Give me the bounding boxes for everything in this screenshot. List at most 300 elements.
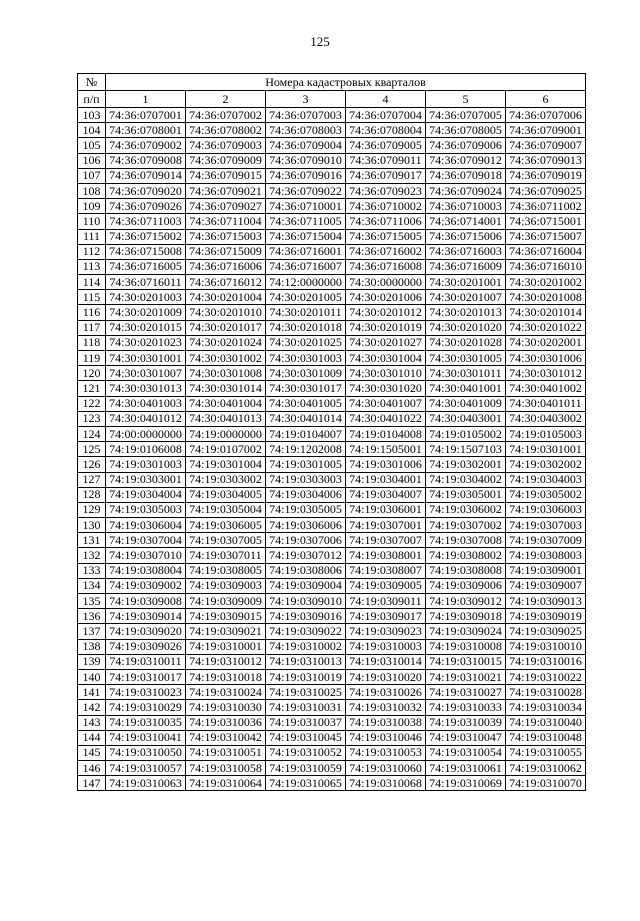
cadastral-number-cell: 74:36:0708005 bbox=[426, 123, 506, 138]
cadastral-number-cell: 74:12:0000000 bbox=[266, 275, 346, 290]
cadastral-number-cell: 74:30:0301009 bbox=[266, 366, 346, 381]
cadastral-number-cell: 74:36:0711003 bbox=[106, 214, 186, 229]
row-number: 120 bbox=[78, 366, 106, 381]
row-number: 137 bbox=[78, 624, 106, 639]
row-number: 130 bbox=[78, 518, 106, 533]
cadastral-number-cell: 74:36:0709003 bbox=[186, 138, 266, 153]
cadastral-number-cell: 74:30:0201023 bbox=[106, 335, 186, 350]
cadastral-number-cell: 74:19:0305001 bbox=[426, 487, 506, 502]
cadastral-number-cell: 74:19:0310003 bbox=[346, 639, 426, 654]
cadastral-number-cell: 74:30:0201008 bbox=[506, 290, 586, 305]
cadastral-number-cell: 74:19:0309011 bbox=[346, 594, 426, 609]
cadastral-number-cell: 74:36:0709026 bbox=[106, 199, 186, 214]
cadastral-number-cell: 74:36:0716007 bbox=[266, 259, 346, 274]
row-number: 113 bbox=[78, 259, 106, 274]
cadastral-number-cell: 74:30:0301007 bbox=[106, 366, 186, 381]
table-row bbox=[78, 457, 586, 472]
table-row bbox=[78, 761, 586, 776]
cadastral-number-cell: 74:19:0310057 bbox=[106, 761, 186, 776]
row-number: 109 bbox=[78, 199, 106, 214]
cadastral-number-cell: 74:30:0201015 bbox=[106, 320, 186, 335]
row-number: 107 bbox=[78, 168, 106, 183]
row-number: 118 bbox=[78, 335, 106, 350]
cadastral-number-cell: 74:19:0307007 bbox=[346, 533, 426, 548]
cadastral-number-cell: 74:19:0304004 bbox=[106, 487, 186, 502]
table-row bbox=[78, 487, 586, 502]
cadastral-number-cell: 74:36:0709018 bbox=[426, 168, 506, 183]
cadastral-number-cell: 74:19:0310048 bbox=[506, 730, 586, 745]
cadastral-number-cell: 74:30:0201019 bbox=[346, 320, 426, 335]
cadastral-number-cell: 74:36:0709004 bbox=[266, 138, 346, 153]
cadastral-number-cell: 74:19:0310013 bbox=[266, 654, 346, 669]
table-row bbox=[78, 183, 586, 198]
cadastral-number-cell: 74:19:0309022 bbox=[266, 624, 346, 639]
table-row bbox=[78, 594, 586, 609]
cadastral-number-cell: 74:30:0301014 bbox=[186, 381, 266, 396]
cadastral-number-cell: 74:30:0201028 bbox=[426, 335, 506, 350]
row-number: 138 bbox=[78, 639, 106, 654]
cadastral-number-cell: 74:36:0711004 bbox=[186, 214, 266, 229]
cadastral-number-cell: 74:36:0709005 bbox=[346, 138, 426, 153]
cadastral-number-cell: 74:30:0201017 bbox=[186, 320, 266, 335]
cadastral-number-cell: 74:30:0201003 bbox=[106, 290, 186, 305]
cadastral-number-cell: 74:19:0301006 bbox=[346, 457, 426, 472]
table-row bbox=[78, 396, 586, 411]
cadastral-number-cell: 74:30:0401009 bbox=[426, 396, 506, 411]
cadastral-number-cell: 74:36:0709014 bbox=[106, 168, 186, 183]
cadastral-number-cell: 74:36:0709024 bbox=[426, 183, 506, 198]
cadastral-number-cell: 74:19:0305002 bbox=[506, 487, 586, 502]
table-row bbox=[78, 168, 586, 183]
cadastral-number-cell: 74:19:0302002 bbox=[506, 457, 586, 472]
cadastral-number-cell: 74:36:0709015 bbox=[186, 168, 266, 183]
row-number: 104 bbox=[78, 123, 106, 138]
table-row bbox=[78, 426, 586, 441]
cadastral-number-cell: 74:19:0310068 bbox=[346, 776, 426, 791]
cadastral-number-cell: 74:19:0309020 bbox=[106, 624, 186, 639]
column-header: 1 bbox=[106, 91, 186, 108]
cadastral-number-cell: 74:19:0310021 bbox=[426, 669, 506, 684]
cadastral-number-cell: 74:30:0201007 bbox=[426, 290, 506, 305]
cadastral-number-cell: 74:19:0310033 bbox=[426, 700, 506, 715]
cadastral-number-cell: 74:19:0310030 bbox=[186, 700, 266, 715]
cadastral-number-cell: 74:36:0711006 bbox=[346, 214, 426, 229]
cadastral-number-cell: 74:36:0716009 bbox=[426, 259, 506, 274]
cadastral-number-cell: 74:19:0310064 bbox=[186, 776, 266, 791]
cadastral-number-cell: 74:19:0308006 bbox=[266, 563, 346, 578]
cadastral-number-cell: 74:19:0310029 bbox=[106, 700, 186, 715]
cadastral-number-cell: 74:36:0711002 bbox=[506, 199, 586, 214]
cadastral-number-cell: 74:19:0310017 bbox=[106, 669, 186, 684]
cadastral-number-cell: 74:30:0403001 bbox=[426, 411, 506, 426]
cadastral-number-cell: 74:36:0707004 bbox=[346, 108, 426, 123]
cadastral-number-cell: 74:19:0308004 bbox=[106, 563, 186, 578]
row-number: 106 bbox=[78, 153, 106, 168]
cadastral-number-cell: 74:36:0709002 bbox=[106, 138, 186, 153]
cadastral-number-cell: 74:30:0301012 bbox=[506, 366, 586, 381]
cadastral-number-cell: 74:19:0307004 bbox=[106, 533, 186, 548]
cadastral-number-cell: 74:36:0715001 bbox=[506, 214, 586, 229]
table-row bbox=[78, 381, 586, 396]
cadastral-number-cell: 74:19:0309015 bbox=[186, 609, 266, 624]
cadastral-number-cell: 74:19:0309012 bbox=[426, 594, 506, 609]
cadastral-number-cell: 74:36:0707002 bbox=[186, 108, 266, 123]
cadastral-number-cell: 74:19:0305003 bbox=[106, 502, 186, 517]
cadastral-number-cell: 74:19:0307011 bbox=[186, 548, 266, 563]
cadastral-number-cell: 74:30:0401007 bbox=[346, 396, 426, 411]
cadastral-number-cell: 74:36:0707005 bbox=[426, 108, 506, 123]
cadastral-number-cell: 74:19:0309023 bbox=[346, 624, 426, 639]
cadastral-number-cell: 74:30:0202001 bbox=[506, 335, 586, 350]
cadastral-number-cell: 74:19:0304005 bbox=[186, 487, 266, 502]
cadastral-number-cell: 74:30:0401011 bbox=[506, 396, 586, 411]
cadastral-number-cell: 74:19:0306006 bbox=[266, 518, 346, 533]
cadastral-number-cell: 74:19:0307009 bbox=[506, 533, 586, 548]
cadastral-number-cell: 74:36:0715005 bbox=[346, 229, 426, 244]
page-number: 125 bbox=[310, 34, 330, 49]
cadastral-number-cell: 74:19:0310018 bbox=[186, 669, 266, 684]
cadastral-number-cell: 74:36:0707001 bbox=[106, 108, 186, 123]
cadastral-number-cell: 74:30:0301006 bbox=[506, 351, 586, 366]
table-row bbox=[78, 776, 586, 791]
row-number: 134 bbox=[78, 578, 106, 593]
cadastral-number-cell: 74:19:0107002 bbox=[186, 442, 266, 457]
cadastral-number-cell: 74:19:0308005 bbox=[186, 563, 266, 578]
cadastral-number-cell: 74:19:0309009 bbox=[186, 594, 266, 609]
cadastral-number-cell: 74:36:0716008 bbox=[346, 259, 426, 274]
table-row bbox=[78, 502, 586, 517]
cadastral-number-cell: 74:36:0716012 bbox=[186, 275, 266, 290]
cadastral-number-cell: 74:19:0310011 bbox=[106, 654, 186, 669]
cadastral-number-cell: 74:19:0309003 bbox=[186, 578, 266, 593]
table-row bbox=[78, 214, 586, 229]
table-row bbox=[78, 472, 586, 487]
table-row bbox=[78, 563, 586, 578]
table-row bbox=[78, 730, 586, 745]
row-number: 144 bbox=[78, 730, 106, 745]
cadastral-number-cell: 74:19:0310052 bbox=[266, 745, 346, 760]
row-number: 146 bbox=[78, 761, 106, 776]
row-number: 124 bbox=[78, 426, 106, 441]
cadastral-number-cell: 74:19:0310024 bbox=[186, 685, 266, 700]
cadastral-number-cell: 74:36:0715009 bbox=[186, 244, 266, 259]
cadastral-number-cell: 74:30:0301003 bbox=[266, 351, 346, 366]
cadastral-number-cell: 74:19:0105002 bbox=[426, 426, 506, 441]
cadastral-number-cell: 74:36:0715002 bbox=[106, 229, 186, 244]
cadastral-number-cell: 74:19:0310059 bbox=[266, 761, 346, 776]
cadastral-number-cell: 74:19:0306001 bbox=[346, 502, 426, 517]
cadastral-number-cell: 74:30:0401003 bbox=[106, 396, 186, 411]
row-number: 136 bbox=[78, 609, 106, 624]
cadastral-number-cell: 74:19:1202008 bbox=[266, 442, 346, 457]
cadastral-number-cell: 74:36:0708004 bbox=[346, 123, 426, 138]
table-row bbox=[78, 518, 586, 533]
cadastral-number-cell: 74:19:0309002 bbox=[106, 578, 186, 593]
cadastral-number-cell: 74:19:0310055 bbox=[506, 745, 586, 760]
cadastral-number-cell: 74:19:0310053 bbox=[346, 745, 426, 760]
cadastral-number-cell: 74:36:0709013 bbox=[506, 153, 586, 168]
cadastral-number-cell: 74:36:0709009 bbox=[186, 153, 266, 168]
cadastral-number-cell: 74:19:1507103 bbox=[426, 442, 506, 457]
table-row bbox=[78, 335, 586, 350]
table-row bbox=[78, 442, 586, 457]
cadastral-number-cell: 74:36:0707006 bbox=[506, 108, 586, 123]
cadastral-number-cell: 74:19:0310070 bbox=[506, 776, 586, 791]
column-header: 6 bbox=[506, 91, 586, 108]
cadastral-number-cell: 74:36:0715007 bbox=[506, 229, 586, 244]
row-number: 139 bbox=[78, 654, 106, 669]
cadastral-number-cell: 74:36:0716003 bbox=[426, 244, 506, 259]
cadastral-number-cell: 74:36:0709016 bbox=[266, 168, 346, 183]
table-row bbox=[78, 578, 586, 593]
cadastral-number-cell: 74:30:0301008 bbox=[186, 366, 266, 381]
cadastral-number-cell: 74:19:0301005 bbox=[266, 457, 346, 472]
row-number: 128 bbox=[78, 487, 106, 502]
cadastral-number-cell: 74:19:0306005 bbox=[186, 518, 266, 533]
cadastral-number-cell: 74:30:0301010 bbox=[346, 366, 426, 381]
table-row bbox=[78, 108, 586, 123]
column-header: 5 bbox=[426, 91, 506, 108]
cadastral-number-cell: 74:30:0201010 bbox=[186, 305, 266, 320]
table-row bbox=[78, 259, 586, 274]
cadastral-number-cell: 74:19:0306003 bbox=[506, 502, 586, 517]
cadastral-number-cell: 74:19:0310027 bbox=[426, 685, 506, 700]
row-number: 142 bbox=[78, 700, 106, 715]
cadastral-number-cell: 74:30:0201027 bbox=[346, 335, 426, 350]
cadastral-number-cell: 74:19:0309014 bbox=[106, 609, 186, 624]
cadastral-number-cell: 74:19:0303001 bbox=[106, 472, 186, 487]
row-number: 135 bbox=[78, 594, 106, 609]
cadastral-number-cell: 74:19:0303003 bbox=[266, 472, 346, 487]
row-number: 111 bbox=[78, 229, 106, 244]
row-number: 103 bbox=[78, 108, 106, 123]
header-row-top bbox=[78, 74, 586, 91]
cadastral-number-cell: 74:19:0310026 bbox=[346, 685, 426, 700]
cadastral-number-cell: 74:30:0301004 bbox=[346, 351, 426, 366]
table-row bbox=[78, 639, 586, 654]
cadastral-number-cell: 74:19:0309006 bbox=[426, 578, 506, 593]
cadastral-number-cell: 74:19:0310051 bbox=[186, 745, 266, 760]
cadastral-number-cell: 74:19:0306004 bbox=[106, 518, 186, 533]
cadastral-number-cell: 74:19:0308001 bbox=[346, 548, 426, 563]
table-row bbox=[78, 290, 586, 305]
row-number: 140 bbox=[78, 669, 106, 684]
cadastral-number-cell: 74:19:0309005 bbox=[346, 578, 426, 593]
table-row bbox=[78, 745, 586, 760]
row-number: 116 bbox=[78, 305, 106, 320]
cadastral-number-cell: 74:30:0201014 bbox=[506, 305, 586, 320]
cadastral-number-cell: 74:19:0310054 bbox=[426, 745, 506, 760]
cadastral-number-cell: 74:30:0401022 bbox=[346, 411, 426, 426]
row-number: 110 bbox=[78, 214, 106, 229]
cadastral-number-cell: 74:19:0309010 bbox=[266, 594, 346, 609]
cadastral-number-cell: 74:36:0709021 bbox=[186, 183, 266, 198]
cadastral-number-cell: 74:30:0201024 bbox=[186, 335, 266, 350]
cadastral-number-cell: 74:19:0309001 bbox=[506, 563, 586, 578]
cadastral-number-cell: 74:19:0310038 bbox=[346, 715, 426, 730]
cadastral-number-cell: 74:30:0201001 bbox=[426, 275, 506, 290]
cadastral-number-cell: 74:19:0105003 bbox=[506, 426, 586, 441]
cadastral-number-cell: 74:19:0310031 bbox=[266, 700, 346, 715]
cadastral-number-cell: 74:19:0310015 bbox=[426, 654, 506, 669]
cadastral-number-cell: 74:19:0104008 bbox=[346, 426, 426, 441]
cadastral-number-cell: 74:19:0301001 bbox=[506, 442, 586, 457]
cadastral-number-cell: 74:36:0710002 bbox=[346, 199, 426, 214]
column-header: 4 bbox=[346, 91, 426, 108]
cadastral-number-cell: 74:19:0310037 bbox=[266, 715, 346, 730]
cadastral-number-cell: 74:19:0310023 bbox=[106, 685, 186, 700]
cadastral-number-cell: 74:19:0304003 bbox=[506, 472, 586, 487]
cadastral-number-cell: 74:36:0709025 bbox=[506, 183, 586, 198]
row-number: 112 bbox=[78, 244, 106, 259]
row-number: 145 bbox=[78, 745, 106, 760]
table-row bbox=[78, 153, 586, 168]
cadastral-number-cell: 74:19:0310012 bbox=[186, 654, 266, 669]
cadastral-number-cell: 74:19:0310010 bbox=[506, 639, 586, 654]
cadastral-number-cell: 74:36:0709023 bbox=[346, 183, 426, 198]
cadastral-number-cell: 74:19:0308002 bbox=[426, 548, 506, 563]
cadastral-number-cell: 74:36:0714001 bbox=[426, 214, 506, 229]
row-number: 131 bbox=[78, 533, 106, 548]
cadastral-number-cell: 74:19:0310061 bbox=[426, 761, 506, 776]
table-row bbox=[78, 669, 586, 684]
cadastral-number-cell: 74:19:0304002 bbox=[426, 472, 506, 487]
cadastral-number-cell: 74:30:0201022 bbox=[506, 320, 586, 335]
cadastral-number-cell: 74:19:0301004 bbox=[186, 457, 266, 472]
cadastral-number-cell: 74:19:0309016 bbox=[266, 609, 346, 624]
cadastral-number-cell: 74:36:0709011 bbox=[346, 153, 426, 168]
row-number: 115 bbox=[78, 290, 106, 305]
cadastral-number-cell: 74:36:0715008 bbox=[106, 244, 186, 259]
cadastral-number-cell: 74:19:0310036 bbox=[186, 715, 266, 730]
cadastral-number-cell: 74:30:0301011 bbox=[426, 366, 506, 381]
cadastral-number-cell: 74:36:0708001 bbox=[106, 123, 186, 138]
cadastral-number-cell: 74:36:0716010 bbox=[506, 259, 586, 274]
cadastral-number-cell: 74:30:0201009 bbox=[106, 305, 186, 320]
cadastral-number-cell: 74:36:0709027 bbox=[186, 199, 266, 214]
header-row-columns bbox=[78, 91, 586, 108]
row-number: 127 bbox=[78, 472, 106, 487]
cadastral-number-cell: 74:19:0302001 bbox=[426, 457, 506, 472]
row-number: 133 bbox=[78, 563, 106, 578]
table-row bbox=[78, 351, 586, 366]
cadastral-number-cell: 74:19:0310040 bbox=[506, 715, 586, 730]
cadastral-number-cell: 74:36:0710003 bbox=[426, 199, 506, 214]
cadastral-number-cell: 74:19:0000000 bbox=[186, 426, 266, 441]
cadastral-number-cell: 74:19:0309025 bbox=[506, 624, 586, 639]
cadastral-number-cell: 74:30:0201012 bbox=[346, 305, 426, 320]
cadastral-number-cell: 74:36:0716002 bbox=[346, 244, 426, 259]
cadastral-number-cell: 74:19:0301003 bbox=[106, 457, 186, 472]
cadastral-number-cell: 74:00:0000000 bbox=[106, 426, 186, 441]
cadastral-number-cell: 74:30:0401013 bbox=[186, 411, 266, 426]
cadastral-number-cell: 74:19:0307006 bbox=[266, 533, 346, 548]
cadastral-number-cell: 74:19:0307001 bbox=[346, 518, 426, 533]
cadastral-number-cell: 74:36:0709010 bbox=[266, 153, 346, 168]
cadastral-number-cell: 74:19:0310065 bbox=[266, 776, 346, 791]
cadastral-number-cell: 74:30:0401001 bbox=[426, 381, 506, 396]
cadastral-number-cell: 74:19:0310022 bbox=[506, 669, 586, 684]
row-number: 126 bbox=[78, 457, 106, 472]
cadastral-number-cell: 74:19:0309024 bbox=[426, 624, 506, 639]
cadastral-number-cell: 74:36:0708002 bbox=[186, 123, 266, 138]
cadastral-number-cell: 74:30:0301017 bbox=[266, 381, 346, 396]
cadastral-number-cell: 74:36:0715006 bbox=[426, 229, 506, 244]
cadastral-number-cell: 74:30:0301002 bbox=[186, 351, 266, 366]
cadastral-number-cell: 74:30:0201004 bbox=[186, 290, 266, 305]
row-number: 132 bbox=[78, 548, 106, 563]
cadastral-number-cell: 74:19:0309008 bbox=[106, 594, 186, 609]
cadastral-number-cell: 74:30:0301013 bbox=[106, 381, 186, 396]
cadastral-number-cell: 74:19:0310025 bbox=[266, 685, 346, 700]
row-number: 121 bbox=[78, 381, 106, 396]
table-row bbox=[78, 199, 586, 214]
cadastral-number-cell: 74:19:0310050 bbox=[106, 745, 186, 760]
cadastral-number-cell: 74:19:0304001 bbox=[346, 472, 426, 487]
cadastral-number-cell: 74:19:0310047 bbox=[426, 730, 506, 745]
cadastral-number-cell: 74:36:0715003 bbox=[186, 229, 266, 244]
cadastral-number-cell: 74:19:0308007 bbox=[346, 563, 426, 578]
row-number: 129 bbox=[78, 502, 106, 517]
column-header: 2 bbox=[186, 91, 266, 108]
row-number: 125 bbox=[78, 442, 106, 457]
cadastral-number-cell: 74:19:0309018 bbox=[426, 609, 506, 624]
cadastral-number-cell: 74:19:0307002 bbox=[426, 518, 506, 533]
cadastral-number-cell: 74:19:0310032 bbox=[346, 700, 426, 715]
num-header: № bbox=[78, 74, 106, 91]
cadastral-number-cell: 74:19:0303002 bbox=[186, 472, 266, 487]
table-body bbox=[78, 108, 586, 791]
cadastral-number-cell: 74:19:0309021 bbox=[186, 624, 266, 639]
cadastral-number-cell: 74:19:0310063 bbox=[106, 776, 186, 791]
cadastral-number-cell: 74:19:0309017 bbox=[346, 609, 426, 624]
cadastral-number-cell: 74:19:0310001 bbox=[186, 639, 266, 654]
cadastral-table bbox=[77, 73, 586, 791]
cadastral-number-cell: 74:19:0309007 bbox=[506, 578, 586, 593]
cadastral-number-cell: 74:36:0716005 bbox=[106, 259, 186, 274]
row-number: 122 bbox=[78, 396, 106, 411]
cadastral-number-cell: 74:36:0709012 bbox=[426, 153, 506, 168]
cadastral-number-cell: 74:36:0708003 bbox=[266, 123, 346, 138]
cadastral-number-cell: 74:19:0309013 bbox=[506, 594, 586, 609]
cadastral-number-cell: 74:19:0310039 bbox=[426, 715, 506, 730]
cadastral-number-cell: 74:19:0304006 bbox=[266, 487, 346, 502]
cadastral-number-cell: 74:30:0401005 bbox=[266, 396, 346, 411]
cadastral-number-cell: 74:19:0307005 bbox=[186, 533, 266, 548]
cadastral-number-cell: 74:19:0310046 bbox=[346, 730, 426, 745]
cadastral-number-cell: 74:19:0305005 bbox=[266, 502, 346, 517]
cadastral-number-cell: 74:30:0301001 bbox=[106, 351, 186, 366]
cadastral-number-cell: 74:19:0310028 bbox=[506, 685, 586, 700]
table-row bbox=[78, 685, 586, 700]
cadastral-number-cell: 74:36:0709019 bbox=[506, 168, 586, 183]
row-number: 141 bbox=[78, 685, 106, 700]
cadastral-number-cell: 74:36:0716001 bbox=[266, 244, 346, 259]
row-number: 119 bbox=[78, 351, 106, 366]
cadastral-number-cell: 74:30:0403002 bbox=[506, 411, 586, 426]
cadastral-number-cell: 74:19:0307010 bbox=[106, 548, 186, 563]
column-header: 3 bbox=[266, 91, 346, 108]
cadastral-number-cell: 74:19:0310019 bbox=[266, 669, 346, 684]
cadastral-number-cell: 74:36:0709001 bbox=[506, 123, 586, 138]
cadastral-number-cell: 74:36:0716004 bbox=[506, 244, 586, 259]
cadastral-number-cell: 74:19:0305004 bbox=[186, 502, 266, 517]
cadastral-number-cell: 74:19:0307008 bbox=[426, 533, 506, 548]
cadastral-number-cell: 74:19:0310045 bbox=[266, 730, 346, 745]
cadastral-number-cell: 74:30:0201013 bbox=[426, 305, 506, 320]
cadastral-number-cell: 74:30:0301005 bbox=[426, 351, 506, 366]
cadastral-number-cell: 74:19:0309019 bbox=[506, 609, 586, 624]
